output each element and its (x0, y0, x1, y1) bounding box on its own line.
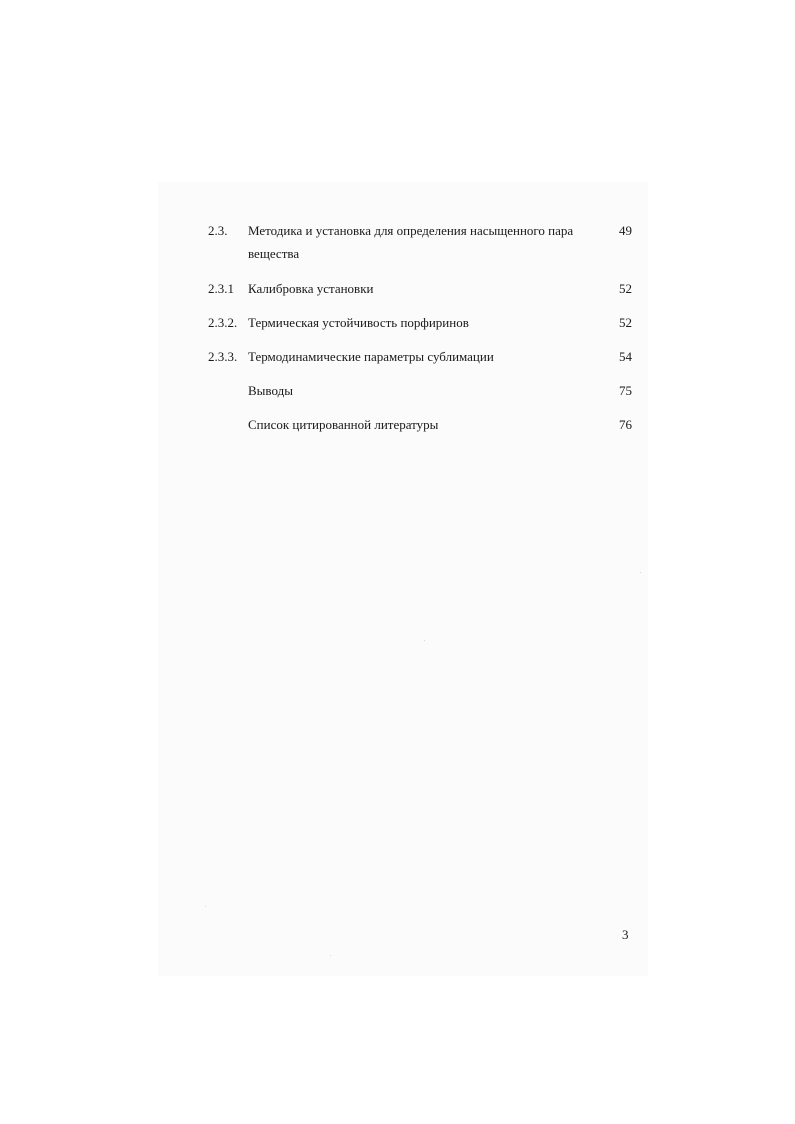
toc-entry-title: Термодинамические параметры сублимации (248, 349, 494, 364)
scan-speck (205, 906, 206, 907)
toc-entry-number: 2.3.3. (208, 349, 238, 364)
toc-entry-page: 75 (619, 383, 632, 398)
toc-entry-title: Методика и установка для определения насыщенного пара вещества (248, 223, 574, 261)
toc-entry-title: Термическая устойчивость порфиринов (248, 315, 469, 330)
toc-entry-page: 52 (619, 315, 632, 330)
toc-entry-title: Выводы (248, 383, 293, 398)
toc-entry-page: 49 (619, 223, 632, 238)
toc-entry-number: 2.3.1 (208, 281, 234, 296)
toc-entry-number: 2.3.2. (208, 315, 238, 330)
scan-speck (640, 572, 641, 573)
toc-entry-title: Список цитированной литературы (248, 417, 439, 432)
toc-entry-title: Калибровка установки (248, 281, 374, 296)
toc-entry-number: 2.3. (208, 223, 228, 238)
toc-entry-page: 52 (619, 281, 632, 296)
scan-speck (330, 955, 331, 956)
scan-speck (424, 640, 425, 641)
toc-entry-page: 76 (619, 417, 632, 432)
page-number: 3 (622, 927, 629, 942)
toc-entry-page: 54 (619, 349, 632, 364)
